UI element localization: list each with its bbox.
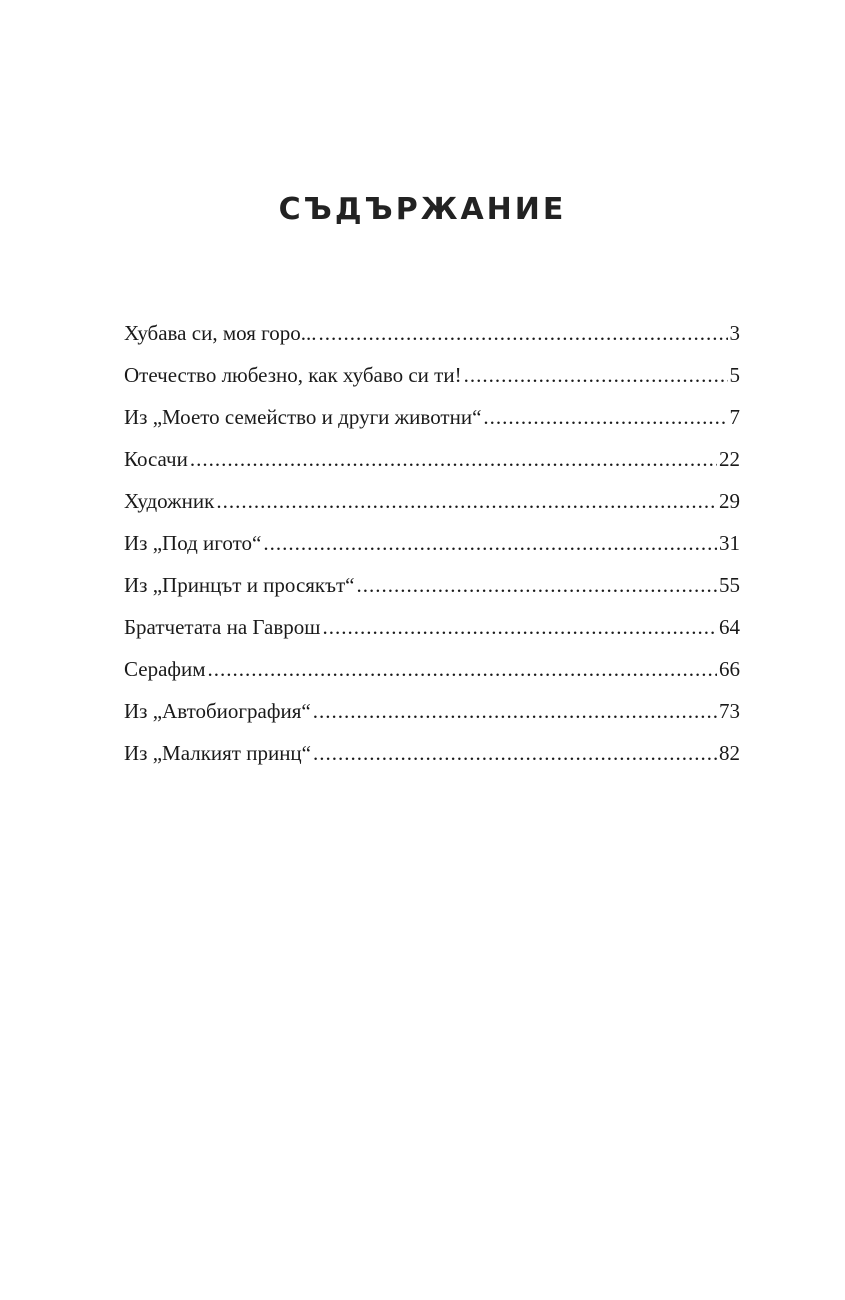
toc-dot-leader [483,396,727,438]
toc-dot-leader [216,480,717,522]
toc-entry[interactable] [124,312,740,354]
toc-entry-title: Из „Моето семейство и други животни“ [124,405,482,429]
toc-entry-title: Отечество любезно, как хубаво си ти! [124,363,462,387]
toc-entry-page: 66 [719,657,740,681]
toc-entry[interactable] [124,396,740,438]
toc-dot-leader [313,690,717,732]
toc-entry-page: 3 [729,321,740,345]
toc-dot-leader [464,354,728,396]
toc-entry-page: 5 [729,363,740,387]
toc-dot-leader [208,648,717,690]
toc-dot-leader [322,606,717,648]
toc-dot-leader [263,522,717,564]
toc-dot-leader [313,732,717,774]
toc-entry[interactable] [124,648,740,690]
toc-entry-title: Братчетата на Гаврош [124,615,321,639]
toc-entry[interactable] [124,522,740,564]
toc-entry-page: 31 [719,531,740,555]
toc-entry-title: Из „Под игото“ [124,531,262,555]
toc-entry-page: 7 [729,405,740,429]
toc-entry-title: Хубава си, моя горо... [124,321,317,345]
toc-dot-leader [190,438,717,480]
table-of-contents [124,312,740,774]
toc-entry-title: Из „Автобиография“ [124,699,311,723]
toc-entry-page: 55 [719,573,740,597]
toc-entry-title: Косачи [124,447,188,471]
toc-entry[interactable] [124,732,740,774]
toc-entry-page: 29 [719,489,740,513]
page-title: СЪДЪРЖАНИЕ [278,192,567,228]
toc-entry[interactable] [124,564,740,606]
toc-entry[interactable] [124,606,740,648]
toc-entry-title: Серафим [124,657,206,681]
toc-dot-leader [357,564,718,606]
toc-entry[interactable] [124,354,740,396]
toc-entry-title: Из „Малкият принц“ [124,741,311,765]
toc-entry-page: 73 [719,699,740,723]
toc-entry[interactable] [124,480,740,522]
toc-entry-page: 64 [719,615,740,639]
toc-dot-leader [318,312,727,354]
toc-entry-title: Художник [124,489,215,513]
toc-entry-page: 82 [719,741,740,765]
toc-entry[interactable] [124,438,740,480]
toc-entry-page: 22 [719,447,740,471]
toc-entry-title: Из „Принцът и просякът“ [124,573,355,597]
toc-entry[interactable] [124,690,740,732]
